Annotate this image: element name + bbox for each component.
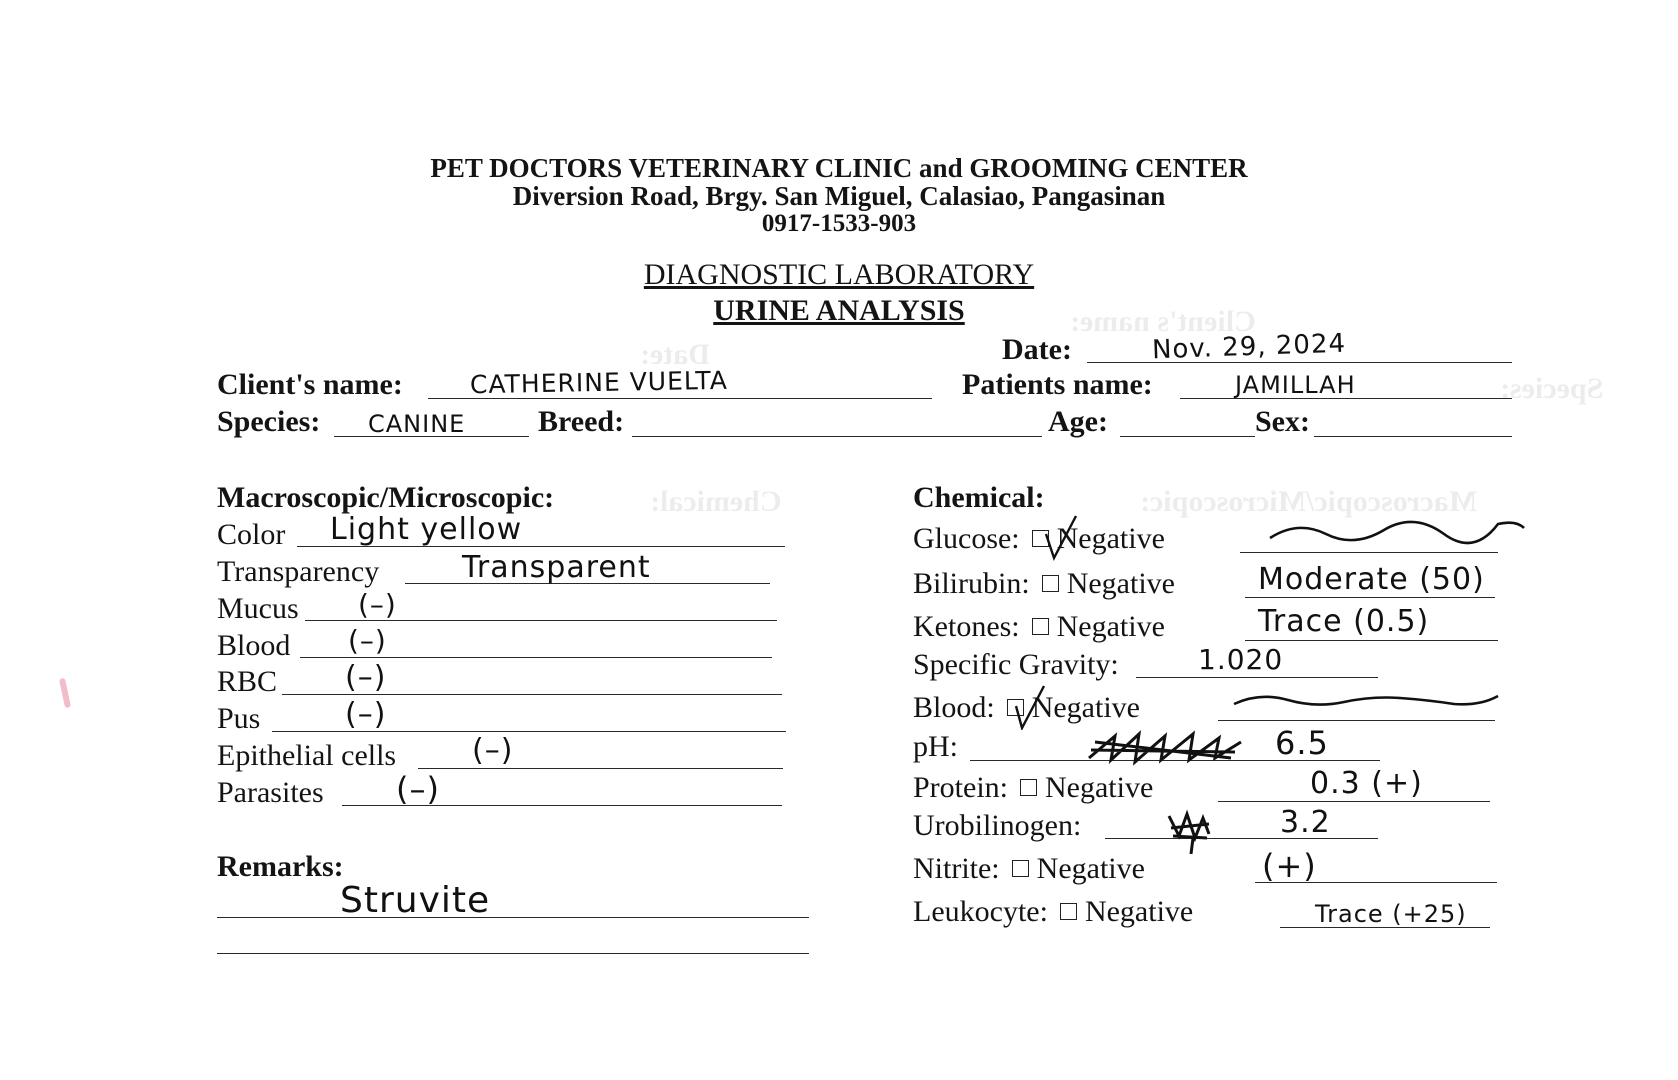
nitrite-negative-checkbox[interactable] (1012, 860, 1029, 877)
chem-ketones-value: Trace (0.5) (1258, 604, 1430, 639)
patient-name-label: Patients name: (962, 368, 1153, 401)
chem-urobilinogen-label: Urobilinogen: (913, 809, 1082, 842)
chem-blood-label: Blood: (913, 691, 995, 724)
macro-pus-label: Pus (217, 702, 261, 735)
chem-ph-value: 6.5 (1275, 724, 1329, 762)
chem-nitrite-negative: Negative (1036, 852, 1145, 885)
chem-protein-label: Protein: (913, 771, 1008, 804)
macro-pus-value: (–) (345, 697, 387, 732)
department-title: DIAGNOSTIC LABORATORY (643, 258, 1035, 291)
macro-color-label: Color (217, 518, 286, 551)
sex-label: Sex: (1255, 405, 1310, 438)
chem-glucose-negative: Negative (1056, 522, 1165, 555)
age-label: Age: (1048, 405, 1108, 438)
chem-protein-negative: Negative (1045, 771, 1154, 804)
macro-heading: Macroscopic/Microscopic: (217, 481, 555, 514)
chem-protein-value: 0.3 (+) (1310, 766, 1423, 801)
bilirubin-negative-checkbox[interactable] (1042, 575, 1059, 592)
ink-stain (59, 678, 71, 709)
urobilinogen-crossed-out-writing (1165, 808, 1215, 856)
client-name-label: Client's name: (217, 368, 403, 401)
breed-label: Breed: (538, 405, 625, 438)
chem-urobilinogen-value: 3.2 (1280, 805, 1331, 840)
chem-sg-value: 1.020 (1198, 643, 1284, 676)
macro-blood-label: Blood (217, 629, 291, 662)
remarks-value: Struvite (340, 880, 491, 921)
glucose-scribble (1268, 516, 1528, 550)
chem-blood-negative: Negative (1031, 691, 1140, 724)
chem-nitrite-label: Nitrite: (913, 852, 1000, 885)
chemical-heading: Chemical: (913, 481, 1045, 514)
test-title: URINE ANALYSIS (713, 294, 965, 327)
clinic-phone: 0917-1533-903 (761, 210, 917, 237)
date-label: Date: (1002, 333, 1072, 366)
macro-color-value: Light yellow (330, 512, 523, 547)
patient-name-value: JAMILLAH (1235, 371, 1356, 399)
chem-nitrite-row (913, 852, 1145, 886)
chem-protein-row (913, 771, 1153, 805)
macro-epithelial-value: (–) (472, 733, 514, 768)
client-name-value: CATHERINE VUELTA (469, 365, 729, 400)
glucose-check-mark (1040, 512, 1080, 562)
chem-glucose-row (913, 522, 1165, 556)
chem-bilirubin-value: Moderate (50) (1258, 562, 1485, 597)
macro-mucus-value: (–) (358, 588, 397, 621)
chem-ph-label: pH: (913, 730, 958, 763)
leukocyte-negative-checkbox[interactable] (1060, 903, 1077, 920)
macro-mucus-label: Mucus (217, 592, 299, 625)
chem-leukocyte-row (913, 895, 1193, 929)
ph-crossed-out-writing (1085, 728, 1245, 768)
protein-negative-checkbox[interactable] (1020, 779, 1037, 796)
chem-ketones-row (913, 610, 1165, 644)
species-value: CANINE (368, 410, 466, 438)
macro-transparency-label: Transparency (217, 555, 380, 588)
remarks-heading: Remarks: (217, 850, 344, 883)
chem-bilirubin-negative: Negative (1066, 567, 1175, 600)
chem-sg-label: Specific Gravity: (913, 648, 1119, 681)
blood-check-mark (1010, 680, 1050, 730)
ketones-negative-checkbox[interactable] (1032, 618, 1049, 635)
chem-ketones-negative: Negative (1056, 610, 1165, 643)
macro-parasites-label: Parasites (217, 776, 324, 809)
clinic-name: PET DOCTORS VETERINARY CLINIC and GROOMING CENTER (430, 153, 1248, 183)
date-value: Nov. 29, 2024 (1151, 328, 1347, 366)
macro-rbc-label: RBC (217, 665, 278, 698)
chem-ketones-label: Ketones: (913, 610, 1020, 643)
chem-blood-scribble (1232, 686, 1502, 716)
clinic-address: Diversion Road, Brgy. San Miguel, Calasiao, Pangasinan (512, 181, 1166, 211)
chem-leukocyte-label: Leukocyte: (913, 895, 1048, 928)
macro-parasites-value: (–) (396, 770, 440, 808)
chem-nitrite-value: (+) (1262, 847, 1317, 885)
macro-rbc-value: (–) (345, 660, 387, 695)
chem-leukocyte-negative: Negative (1084, 895, 1194, 928)
macro-epithelial-label: Epithelial cells (217, 739, 397, 772)
macro-blood-value: (–) (348, 624, 387, 657)
macro-transparency-value: Transparent (462, 550, 651, 585)
chem-bilirubin-row (913, 567, 1175, 601)
chem-leukocyte-value: Trace (+25) (1315, 900, 1467, 928)
chem-bilirubin-label: Bilirubin: (913, 567, 1030, 600)
species-label: Species: (217, 405, 321, 438)
chem-glucose-label: Glucose: (913, 522, 1020, 555)
